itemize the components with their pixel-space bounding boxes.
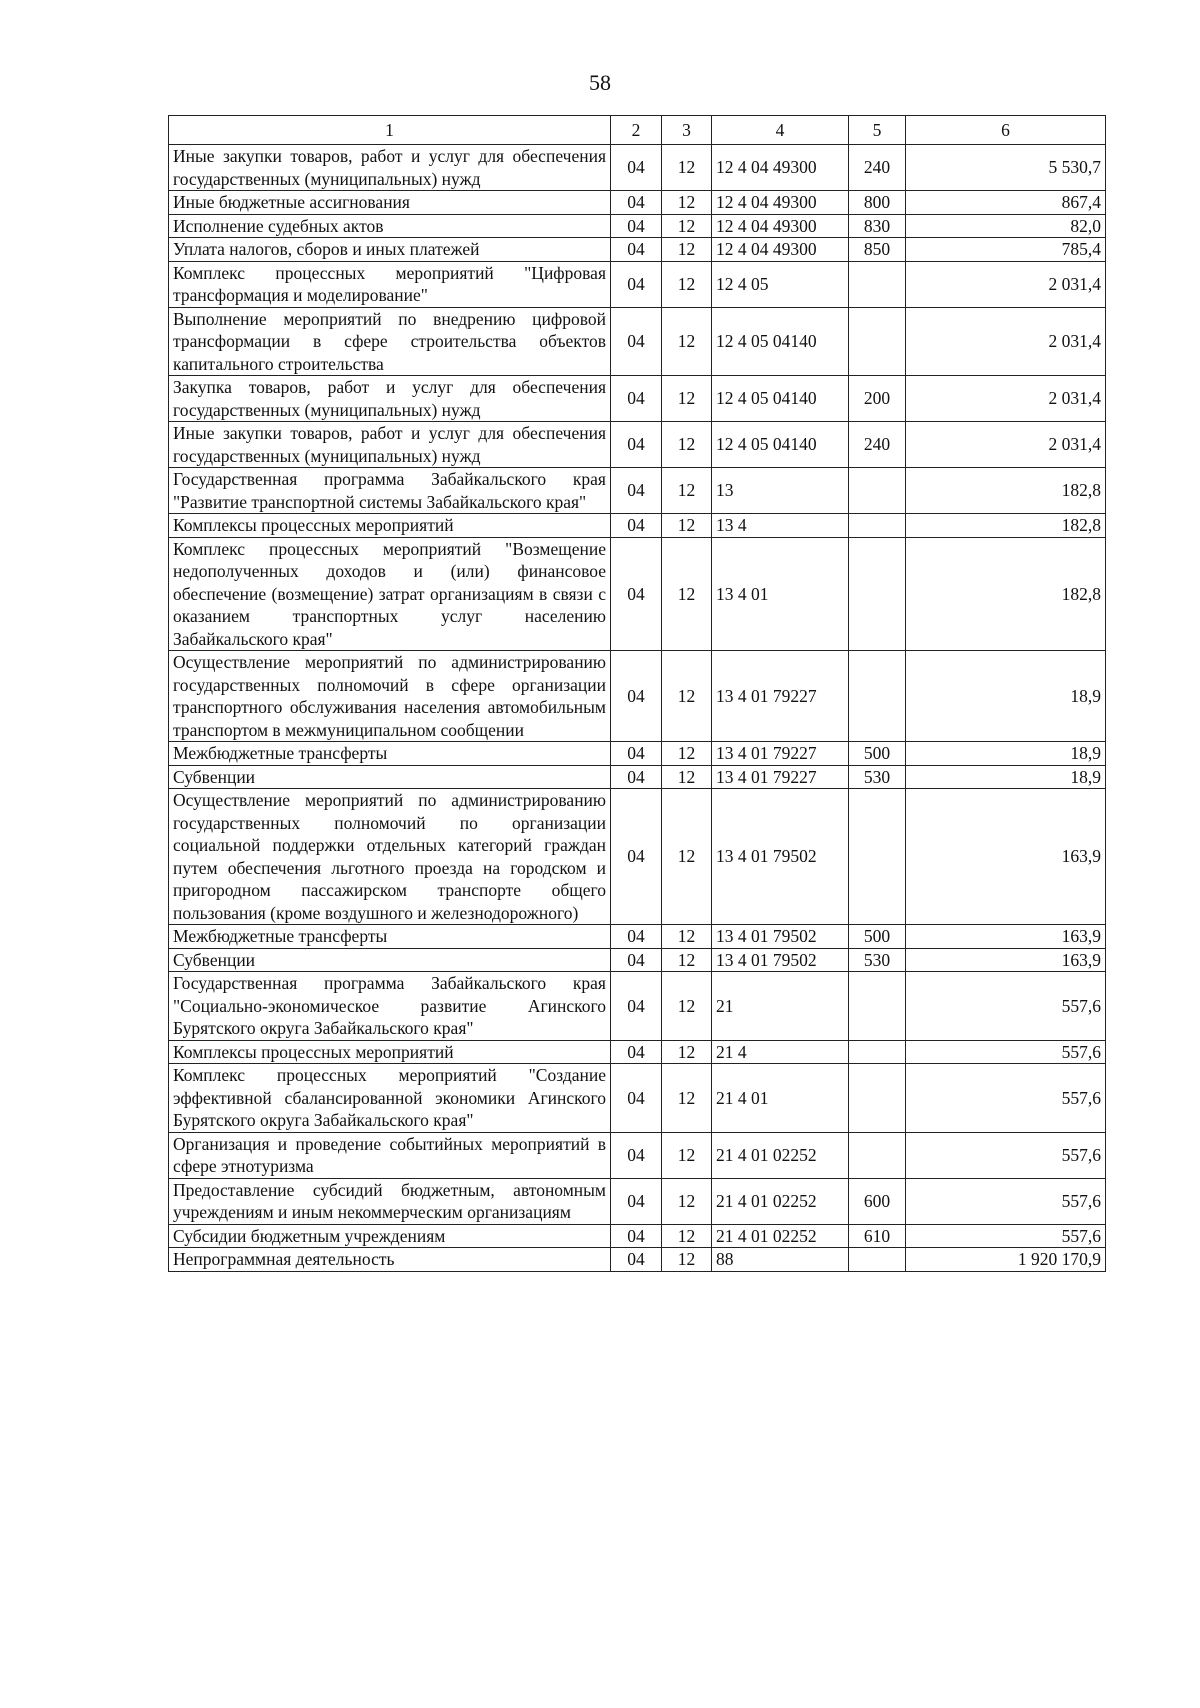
row-name-cell: Организация и проведение событийных мероприятий в сфере этнотуризма	[169, 1132, 611, 1178]
row-code-cell: 13 4 01 79502	[712, 925, 849, 949]
row-col2-cell: 04	[611, 376, 662, 422]
row-name-cell: Иные закупки товаров, работ и услуг для обеспечения государственных (муниципальных) нужд	[169, 145, 611, 191]
row-type-cell	[849, 1064, 906, 1133]
row-col2-cell: 04	[611, 514, 662, 538]
table-row	[169, 514, 1106, 538]
row-col3-cell: 12	[662, 214, 712, 238]
row-type-cell	[849, 261, 906, 307]
table-row	[169, 537, 1106, 651]
row-col3-cell: 12	[662, 925, 712, 949]
row-name-cell: Субвенции	[169, 948, 611, 972]
table-row	[169, 651, 1106, 742]
row-col3-cell: 12	[662, 307, 712, 376]
row-col3-cell: 12	[662, 238, 712, 262]
row-col3-cell: 12	[662, 651, 712, 742]
row-col3-cell: 12	[662, 1064, 712, 1133]
row-amount-cell: 557,6	[906, 1178, 1106, 1224]
row-code-cell: 13 4	[712, 514, 849, 538]
row-type-cell: 240	[849, 422, 906, 468]
row-col3-cell: 12	[662, 422, 712, 468]
row-col3-cell: 12	[662, 261, 712, 307]
row-code-cell: 13 4 01 79502	[712, 948, 849, 972]
row-code-cell: 21 4	[712, 1040, 849, 1064]
row-col2-cell: 04	[611, 1248, 662, 1272]
row-col2-cell: 04	[611, 468, 662, 514]
row-code-cell: 12 4 05 04140	[712, 307, 849, 376]
row-code-cell: 13 4 01 79227	[712, 651, 849, 742]
row-name-cell: Государственная программа Забайкальского края "Социально-экономическое развитие Агинского Бурятского округа Забайкальского края"	[169, 972, 611, 1041]
row-amount-cell: 163,9	[906, 789, 1106, 925]
row-name-cell: Предоставление субсидий бюджетным, автономным учреждениям и иным некоммерческим организациям	[169, 1178, 611, 1224]
row-amount-cell: 557,6	[906, 972, 1106, 1041]
row-type-cell: 600	[849, 1178, 906, 1224]
row-name-cell: Непрограммная деятельность	[169, 1248, 611, 1272]
row-code-cell: 12 4 05 04140	[712, 422, 849, 468]
row-type-cell: 530	[849, 948, 906, 972]
row-amount-cell: 2 031,4	[906, 376, 1106, 422]
row-col2-cell: 04	[611, 537, 662, 651]
row-type-cell: 610	[849, 1224, 906, 1248]
row-code-cell: 12 4 04 49300	[712, 238, 849, 262]
row-name-cell: Субвенции	[169, 765, 611, 789]
table-row	[169, 972, 1106, 1041]
row-amount-cell: 1 920 170,9	[906, 1248, 1106, 1272]
table-row	[169, 1132, 1106, 1178]
row-name-cell: Субсидии бюджетным учреждениям	[169, 1224, 611, 1248]
row-code-cell: 12 4 04 49300	[712, 191, 849, 215]
row-type-cell: 850	[849, 238, 906, 262]
row-name-cell: Исполнение судебных актов	[169, 214, 611, 238]
row-code-cell: 12 4 04 49300	[712, 214, 849, 238]
row-col3-cell: 12	[662, 948, 712, 972]
row-col2-cell: 04	[611, 307, 662, 376]
row-name-cell: Иные бюджетные ассигнования	[169, 191, 611, 215]
row-type-cell	[849, 1132, 906, 1178]
row-amount-cell: 5 530,7	[906, 145, 1106, 191]
row-code-cell: 12 4 04 49300	[712, 145, 849, 191]
header-cell: 4	[712, 116, 849, 145]
row-amount-cell: 557,6	[906, 1064, 1106, 1133]
table-row	[169, 261, 1106, 307]
row-amount-cell: 182,8	[906, 514, 1106, 538]
row-amount-cell: 867,4	[906, 191, 1106, 215]
row-type-cell	[849, 1040, 906, 1064]
row-type-cell: 200	[849, 376, 906, 422]
row-name-cell: Межбюджетные трансферты	[169, 925, 611, 949]
row-code-cell: 13 4 01 79227	[712, 765, 849, 789]
row-type-cell	[849, 307, 906, 376]
row-col3-cell: 12	[662, 1224, 712, 1248]
row-amount-cell: 82,0	[906, 214, 1106, 238]
row-col2-cell: 04	[611, 1064, 662, 1133]
row-name-cell: Межбюджетные трансферты	[169, 742, 611, 766]
row-col3-cell: 12	[662, 468, 712, 514]
row-name-cell: Комплекс процессных мероприятий "Создание эффективной сбалансированной экономики Агинского Бурятского округа Забайкальского края"	[169, 1064, 611, 1133]
table-row	[169, 238, 1106, 262]
row-col2-cell: 04	[611, 191, 662, 215]
table-row	[169, 789, 1106, 925]
row-name-cell: Комплексы процессных мероприятий	[169, 1040, 611, 1064]
row-col3-cell: 12	[662, 742, 712, 766]
table-row	[169, 1224, 1106, 1248]
page-number: 58	[589, 70, 611, 95]
row-code-cell: 21 4 01	[712, 1064, 849, 1133]
table-row	[169, 145, 1106, 191]
row-col3-cell: 12	[662, 789, 712, 925]
row-amount-cell: 163,9	[906, 948, 1106, 972]
table-row	[169, 468, 1106, 514]
row-type-cell: 240	[849, 145, 906, 191]
header-cell: 1	[169, 116, 611, 145]
row-col3-cell: 12	[662, 376, 712, 422]
table-row	[169, 1178, 1106, 1224]
table-row	[169, 1248, 1106, 1272]
row-amount-cell: 18,9	[906, 651, 1106, 742]
budget-table	[168, 115, 1106, 1272]
row-amount-cell: 557,6	[906, 1224, 1106, 1248]
row-type-cell	[849, 789, 906, 925]
row-amount-cell: 18,9	[906, 742, 1106, 766]
row-code-cell: 21 4 01 02252	[712, 1178, 849, 1224]
row-amount-cell: 557,6	[906, 1040, 1106, 1064]
row-col2-cell: 04	[611, 972, 662, 1041]
table-row	[169, 742, 1106, 766]
table-row	[169, 422, 1106, 468]
row-name-cell: Комплекс процессных мероприятий "Возмещение недополученных доходов и (или) финансовое обеспечение (возмещение) затрат организациям в связи с оказанием транспортных услуг населению Забайкальского края"	[169, 537, 611, 651]
row-col2-cell: 04	[611, 925, 662, 949]
header-cell: 5	[849, 116, 906, 145]
row-col3-cell: 12	[662, 145, 712, 191]
row-col2-cell: 04	[611, 1178, 662, 1224]
row-col3-cell: 12	[662, 972, 712, 1041]
row-col3-cell: 12	[662, 514, 712, 538]
row-amount-cell: 182,8	[906, 537, 1106, 651]
row-col3-cell: 12	[662, 1178, 712, 1224]
table-row	[169, 214, 1106, 238]
table-row	[169, 948, 1106, 972]
row-amount-cell: 2 031,4	[906, 261, 1106, 307]
row-col3-cell: 12	[662, 191, 712, 215]
row-col2-cell: 04	[611, 742, 662, 766]
row-col2-cell: 04	[611, 214, 662, 238]
row-name-cell: Уплата налогов, сборов и иных платежей	[169, 238, 611, 262]
table-row	[169, 925, 1106, 949]
row-col2-cell: 04	[611, 948, 662, 972]
row-amount-cell: 2 031,4	[906, 422, 1106, 468]
row-type-cell: 530	[849, 765, 906, 789]
row-type-cell	[849, 514, 906, 538]
row-col2-cell: 04	[611, 145, 662, 191]
row-amount-cell: 785,4	[906, 238, 1106, 262]
row-type-cell: 500	[849, 925, 906, 949]
row-type-cell: 830	[849, 214, 906, 238]
row-type-cell: 800	[849, 191, 906, 215]
row-col3-cell: 12	[662, 1040, 712, 1064]
row-code-cell: 21 4 01 02252	[712, 1132, 849, 1178]
row-name-cell: Государственная программа Забайкальского края "Развитие транспортной системы Забайкальского края"	[169, 468, 611, 514]
row-col2-cell: 04	[611, 1040, 662, 1064]
row-name-cell: Выполнение мероприятий по внедрению цифровой трансформации в сфере строительства объектов капитального строительства	[169, 307, 611, 376]
table-row	[169, 765, 1106, 789]
row-col2-cell: 04	[611, 261, 662, 307]
row-code-cell: 13 4 01 79502	[712, 789, 849, 925]
table-row	[169, 191, 1106, 215]
row-type-cell	[849, 1248, 906, 1272]
row-col3-cell: 12	[662, 537, 712, 651]
row-type-cell	[849, 468, 906, 514]
table-row	[169, 1040, 1106, 1064]
row-name-cell: Комплексы процессных мероприятий	[169, 514, 611, 538]
table-header-row	[169, 116, 1106, 145]
row-name-cell: Осуществление мероприятий по администрированию государственных полномочий по организации социальной поддержки отдельных категорий граждан путем обеспечения льготного проезда на городском и пригородном пассажирском транспорте общего пользования (кроме воздушного и железнодорожного)	[169, 789, 611, 925]
row-name-cell: Комплекс процессных мероприятий "Цифровая трансформация и моделирование"	[169, 261, 611, 307]
row-amount-cell: 557,6	[906, 1132, 1106, 1178]
table-row	[169, 1064, 1106, 1133]
row-name-cell: Закупка товаров, работ и услуг для обеспечения государственных (муниципальных) нужд	[169, 376, 611, 422]
header-cell: 2	[611, 116, 662, 145]
row-code-cell: 13 4 01	[712, 537, 849, 651]
row-col2-cell: 04	[611, 765, 662, 789]
row-type-cell	[849, 972, 906, 1041]
row-code-cell: 13 4 01 79227	[712, 742, 849, 766]
row-code-cell: 21 4 01 02252	[712, 1224, 849, 1248]
row-code-cell: 12 4 05 04140	[712, 376, 849, 422]
budget-table-body	[169, 116, 1106, 1272]
row-type-cell: 500	[849, 742, 906, 766]
row-col3-cell: 12	[662, 1132, 712, 1178]
row-col2-cell: 04	[611, 1224, 662, 1248]
row-col2-cell: 04	[611, 651, 662, 742]
row-code-cell: 13	[712, 468, 849, 514]
row-code-cell: 88	[712, 1248, 849, 1272]
row-col2-cell: 04	[611, 238, 662, 262]
table-row	[169, 376, 1106, 422]
row-name-cell: Иные закупки товаров, работ и услуг для обеспечения государственных (муниципальных) нужд	[169, 422, 611, 468]
row-type-cell	[849, 651, 906, 742]
row-code-cell: 21	[712, 972, 849, 1041]
row-col2-cell: 04	[611, 789, 662, 925]
row-col2-cell: 04	[611, 1132, 662, 1178]
row-col2-cell: 04	[611, 422, 662, 468]
table-row	[169, 307, 1106, 376]
header-cell: 3	[662, 116, 712, 145]
header-cell: 6	[906, 116, 1106, 145]
row-amount-cell: 182,8	[906, 468, 1106, 514]
row-amount-cell: 18,9	[906, 765, 1106, 789]
row-col3-cell: 12	[662, 765, 712, 789]
row-name-cell: Осуществление мероприятий по администрированию государственных полномочий в сфере организации транспортного обслуживания населения автомобильным транспортом в межмуниципальном сообщении	[169, 651, 611, 742]
row-type-cell	[849, 537, 906, 651]
row-amount-cell: 163,9	[906, 925, 1106, 949]
row-code-cell: 12 4 05	[712, 261, 849, 307]
row-col3-cell: 12	[662, 1248, 712, 1272]
row-amount-cell: 2 031,4	[906, 307, 1106, 376]
